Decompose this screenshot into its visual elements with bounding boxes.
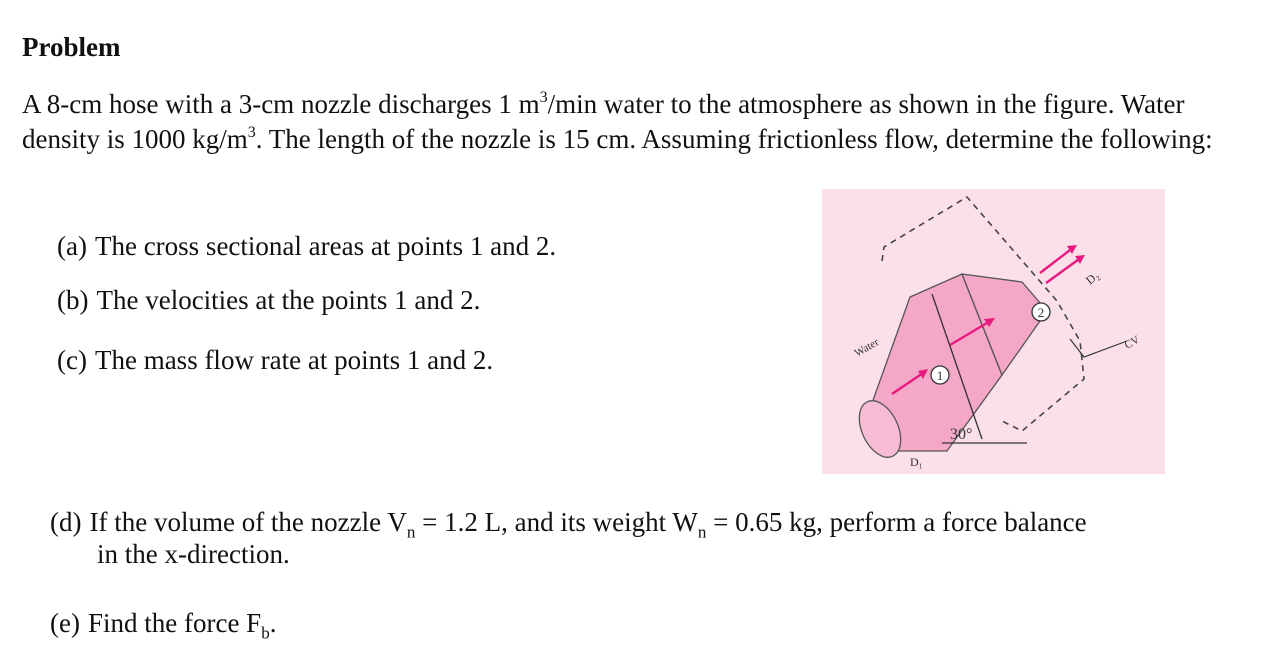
jet-arrow-line-1 bbox=[1040, 247, 1074, 273]
question-a-text: The cross sectional areas at points 1 and 2. bbox=[94, 231, 557, 261]
angle-label: 30° bbox=[950, 426, 973, 443]
question-e bbox=[50, 606, 277, 643]
question-d-text-3: = 0.65 kg, perform a force balance bbox=[706, 507, 1087, 537]
water-label: Water bbox=[852, 336, 882, 360]
point-2-label: 2 bbox=[1037, 305, 1045, 320]
intro-text-2: /min water to the atmosphere as shown in the figure. Water density is 1000 kg/m bbox=[22, 89, 1185, 154]
nozzle-diagram bbox=[822, 189, 1165, 474]
cv-label: CV bbox=[1122, 333, 1142, 352]
intro-text-3: . The length of the nozzle is 15 cm. Assuming frictionless flow, determine the following: bbox=[255, 124, 1213, 154]
intro-text-1: A 8-cm hose with a 3-cm nozzle discharges 1 m bbox=[22, 89, 540, 119]
problem-heading: Problem bbox=[22, 32, 121, 62]
question-d bbox=[50, 505, 1087, 542]
question-e-text-1: Find the force F bbox=[87, 608, 262, 638]
question-d-text-1: If the volume of the nozzle V bbox=[89, 507, 407, 537]
question-d-sub-2: n bbox=[697, 522, 707, 542]
question-c-text: The mass flow rate at points 1 and 2. bbox=[94, 345, 494, 375]
jet-arrow-line-2 bbox=[1046, 257, 1082, 283]
question-b-text: The velocities at the points 1 and 2. bbox=[96, 285, 481, 315]
question-a-letter: (a) bbox=[57, 231, 87, 261]
question-b-letter: (b) bbox=[57, 285, 89, 315]
d2-label: D₂ bbox=[1082, 268, 1102, 288]
d1-label: D₁ bbox=[910, 455, 923, 469]
question-d-text-2: = 1.2 L, and its weight W bbox=[415, 507, 698, 537]
point-1-label: 1 bbox=[936, 368, 944, 383]
problem-statement bbox=[22, 87, 1222, 157]
question-c-letter: (c) bbox=[57, 345, 87, 375]
question-e-letter: (e) bbox=[50, 608, 80, 638]
question-d-line-2: in the x-direction. bbox=[97, 539, 290, 569]
question-e-text-2: . bbox=[269, 608, 277, 638]
cv-leader-line bbox=[1070, 339, 1127, 357]
intro-sup-1: 3 bbox=[539, 89, 548, 106]
intro-sup-2: 3 bbox=[247, 124, 256, 141]
nozzle-figure bbox=[822, 189, 1165, 474]
question-e-sub: b bbox=[261, 623, 270, 643]
question-a bbox=[57, 229, 556, 263]
question-c bbox=[57, 343, 493, 377]
question-d-letter: (d) bbox=[50, 507, 82, 537]
question-b bbox=[57, 283, 480, 317]
question-d-sub-1: n bbox=[406, 522, 416, 542]
